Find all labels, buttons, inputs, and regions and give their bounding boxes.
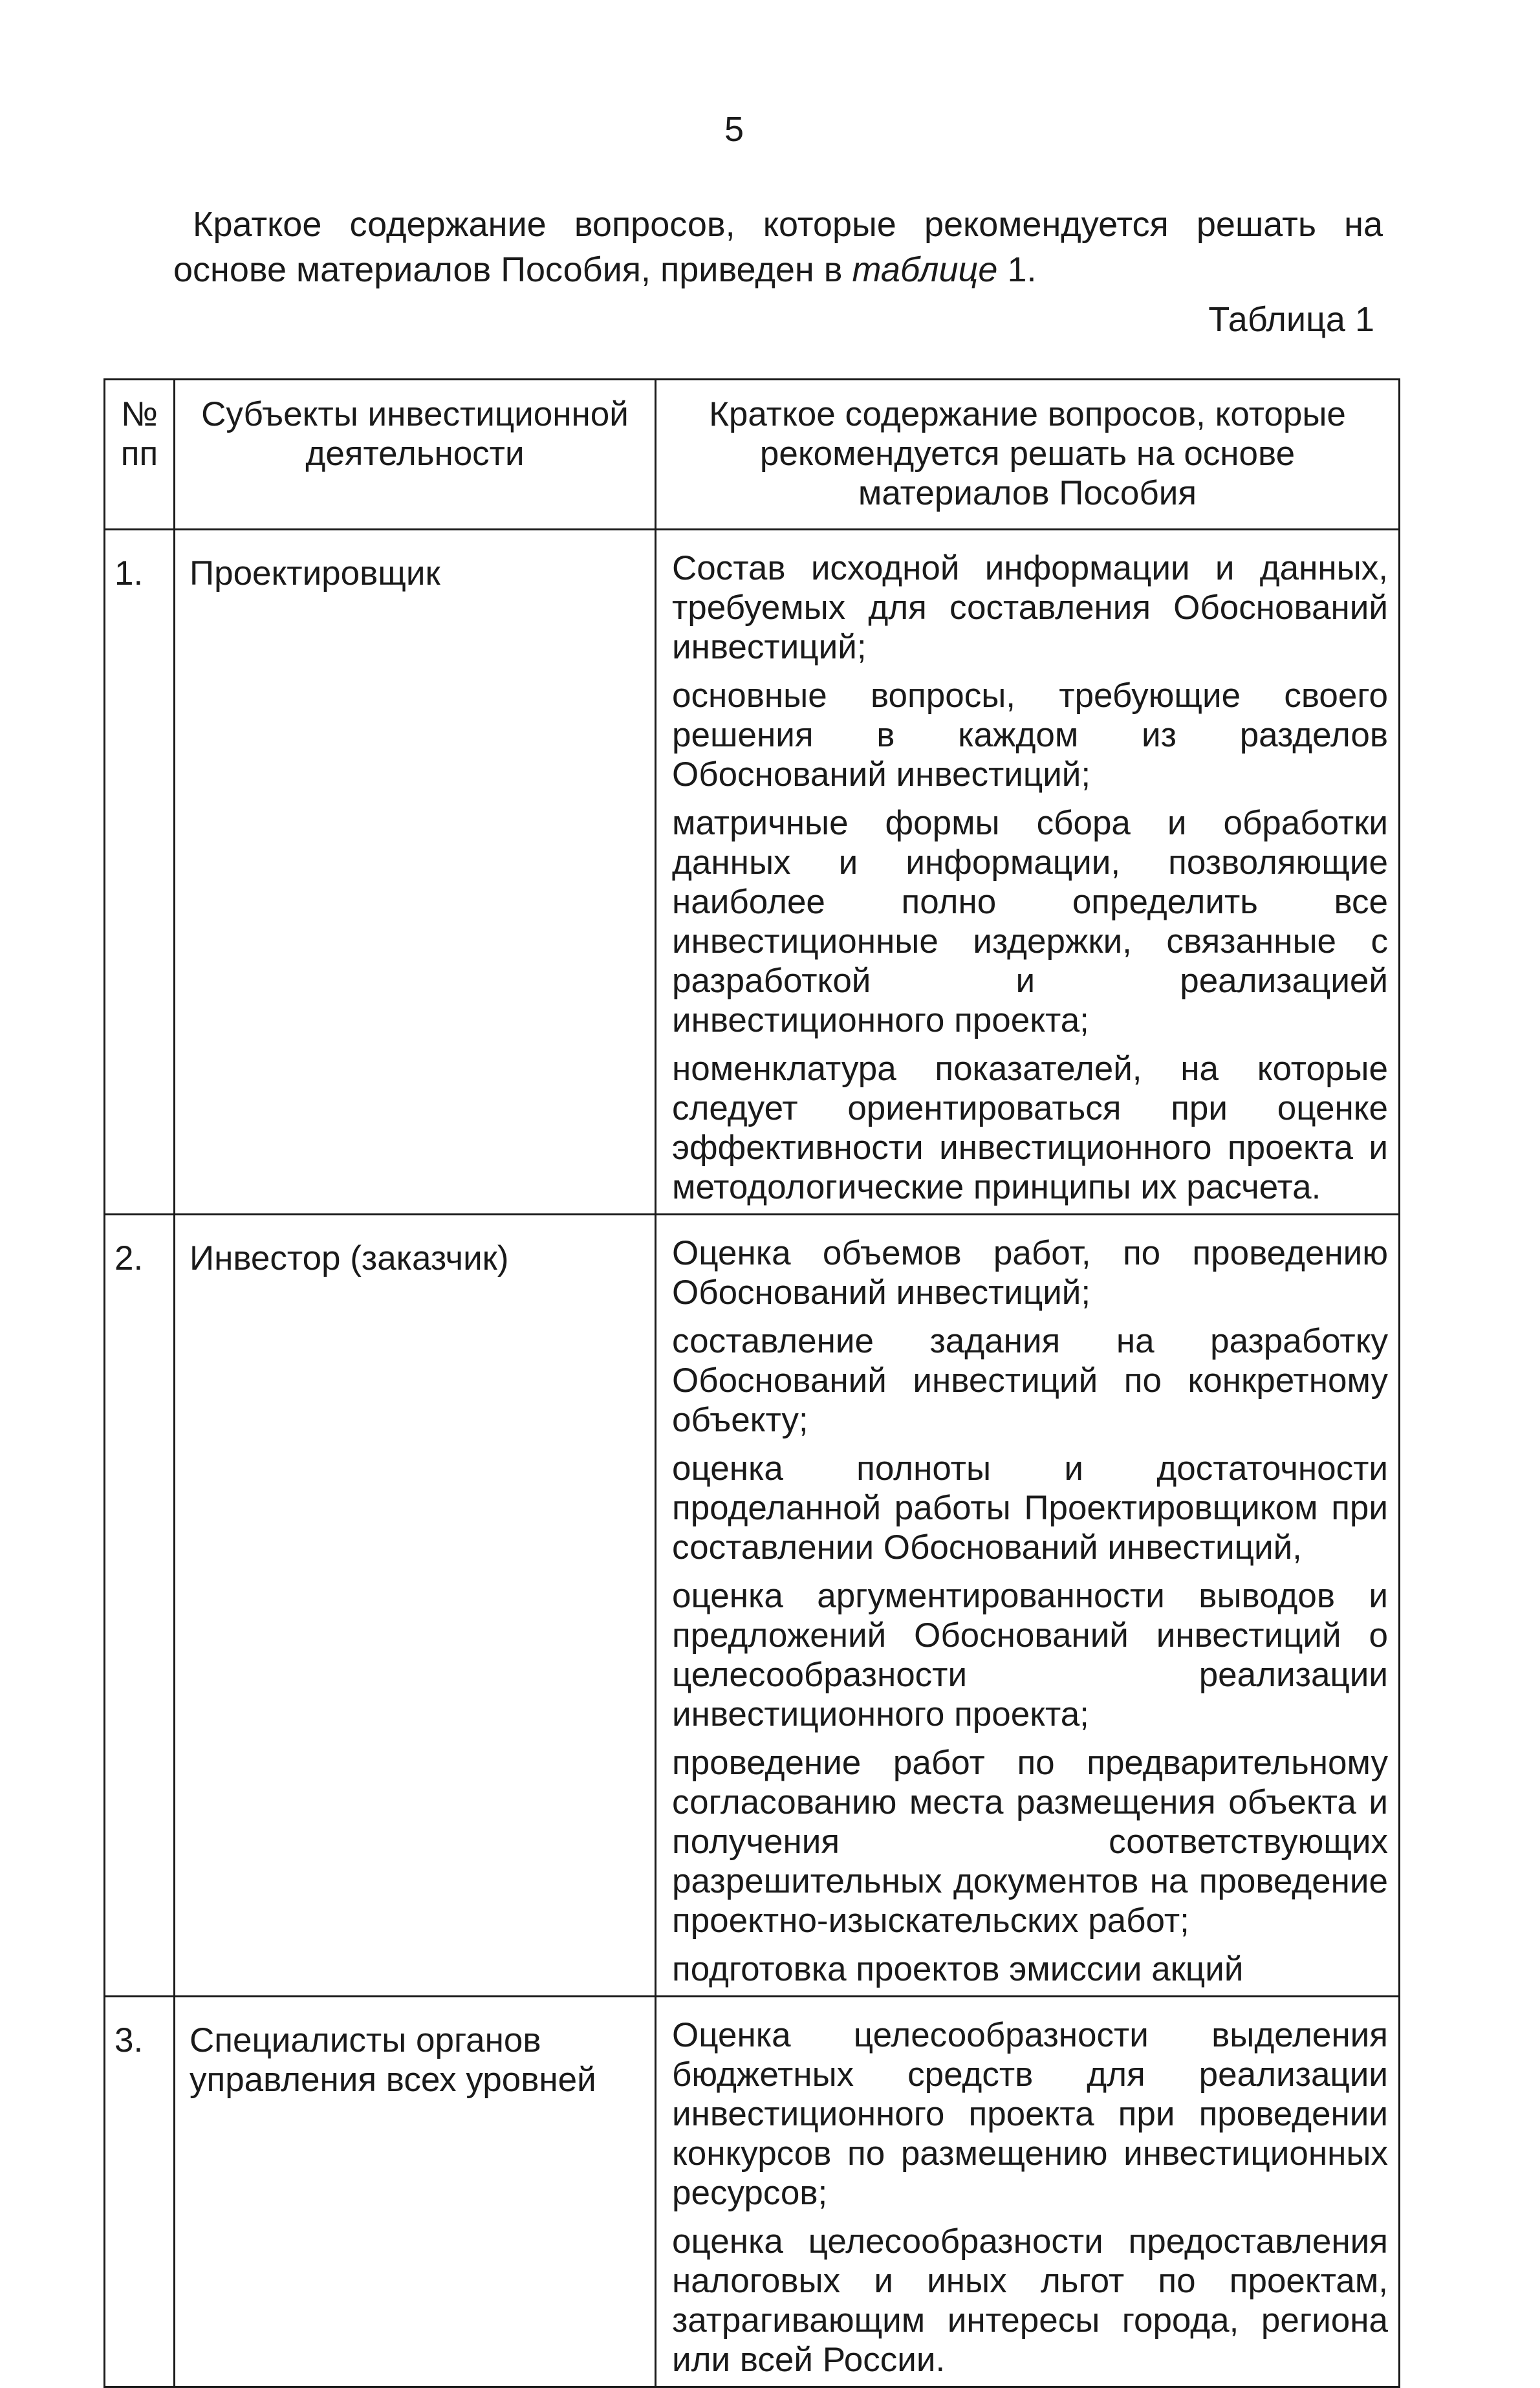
issue-item: подготовка проектов эмиссии акций bbox=[672, 1950, 1244, 1988]
intro-table-ref: таблице bbox=[852, 250, 998, 289]
issue-item: номенклатура показателей, на которые следует ориентироваться при оценке эффективности инвестиционного проекта и методологические принципы их расчета. bbox=[672, 1050, 1388, 1206]
row-subject: Проектировщик bbox=[175, 530, 656, 1215]
table-row bbox=[105, 1997, 1400, 2387]
row-number: 1. bbox=[105, 530, 175, 1215]
issue-item: оценка аргументированности выводов и предложений Обоснований инвестиций о целесообразности реализации инвестиционного проекта; bbox=[672, 1577, 1388, 1733]
issue-item: Оценка объемов работ, по проведению Обоснований инвестиций; bbox=[672, 1234, 1388, 1312]
intro-text: Краткое содержание вопросов, которые рекомендуется решать на основе материалов Пособия, приведен в bbox=[173, 205, 1383, 289]
header-number: № пп bbox=[105, 380, 175, 530]
table-row bbox=[105, 530, 1400, 1215]
issue-item: оценка целесообразности предоставления налоговых и иных льгот по проектам, затрагивающим интересы города, региона или всей России. bbox=[672, 2222, 1388, 2379]
row-issues bbox=[656, 1997, 1400, 2387]
header-subjects: Субъекты инвестиционной деятельности bbox=[175, 380, 656, 530]
page-number: 5 bbox=[724, 110, 744, 149]
row-subject: Специалисты органов управления всех уровней bbox=[175, 1997, 656, 2387]
row-issues bbox=[656, 530, 1400, 1215]
table-header-row bbox=[105, 380, 1400, 530]
issue-item: матричные формы сбора и обработки данных и информации, позволяющие наиболее полно определить все инвестиционные издержки, связанные с разработкой и реализацией инвестиционного проекта; bbox=[672, 804, 1388, 1039]
table-row bbox=[105, 1215, 1400, 1997]
row-issues bbox=[656, 1215, 1400, 1997]
header-issues: Краткое содержание вопросов, которые рекомендуется решать на основе материалов Пособия bbox=[656, 380, 1400, 530]
issue-item: проведение работ по предварительному согласованию места размещения объекта и получения соответствующих разрешительных документов на проведение проектно-изыскательских работ; bbox=[672, 1744, 1388, 1940]
row-subject: Инвестор (заказчик) bbox=[175, 1215, 656, 1997]
intro-text-end: 1. bbox=[997, 250, 1037, 289]
investment-subjects-table bbox=[103, 378, 1400, 2388]
row-number: 3. bbox=[105, 1997, 175, 2387]
issue-item: Оценка целесообразности выделения бюджетных средств для реализации инвестиционного проекта при проведении конкурсов по размещению инвестиционных ресурсов; bbox=[672, 2016, 1388, 2212]
issue-item: Состав исходной информации и данных, требуемых для составления Обоснований инвестиций; bbox=[672, 549, 1388, 666]
issue-item: основные вопросы, требующие своего решения в каждом из разделов Обоснований инвестиций; bbox=[672, 677, 1388, 794]
row-number: 2. bbox=[105, 1215, 175, 1997]
issue-item: оценка полноты и достаточности проделанной работы Проектировщиком при составлении Обоснований инвестиций, bbox=[672, 1449, 1388, 1567]
table-caption: Таблица 1 bbox=[1208, 300, 1374, 339]
intro-paragraph bbox=[173, 202, 1383, 292]
issue-item: составление задания на разработку Обоснований инвестиций по конкретному объекту; bbox=[672, 1322, 1388, 1439]
